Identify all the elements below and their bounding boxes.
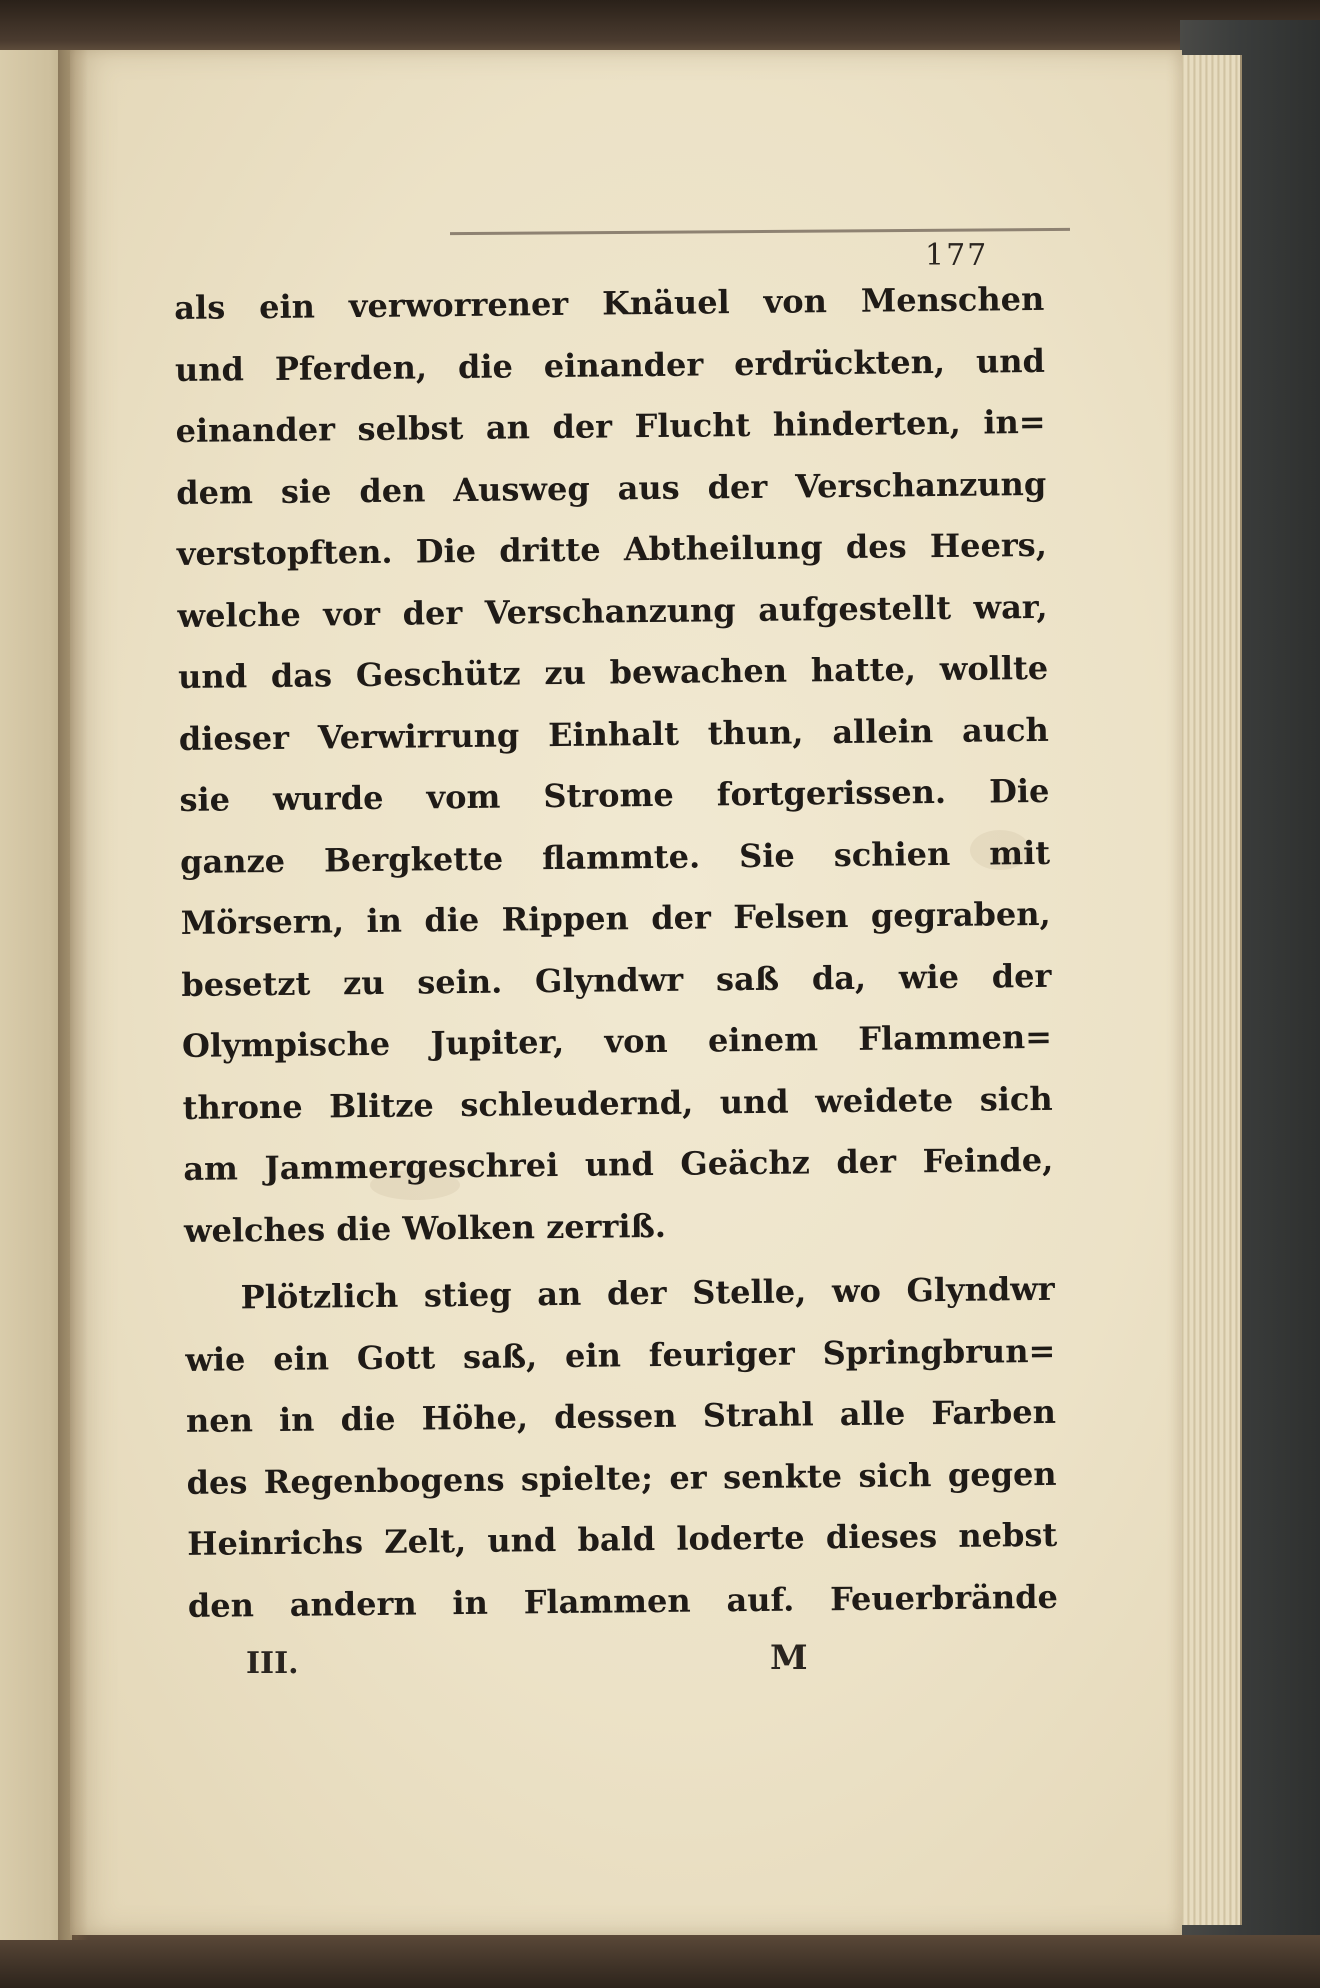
text-line: verstopften. Die dritte Abtheilung des Heers, <box>176 525 1048 573</box>
text-line: besetzt zu sein. Glyndwr saß da, wie der <box>181 956 1052 1004</box>
text-line: Plötzlich stieg an der Stelle, wo Glyndwr <box>240 1269 1055 1317</box>
text-line: dem sie den Ausweg aus der Verschanzung <box>176 464 1047 512</box>
text-line: und Pferden, die einander erdrückten, und <box>174 341 1046 389</box>
text-line: welches die Wolken zerriß. <box>183 1206 667 1250</box>
text-line: den andern in Flammen auf. Feuerbrände <box>187 1577 1059 1625</box>
book-page <box>70 50 1182 1935</box>
page-edges <box>1178 55 1242 1925</box>
text-line: welche vor der Verschanzung aufgestellt war, <box>177 587 1048 635</box>
page-number: 177 <box>925 238 989 273</box>
text-line: am Jammergeschrei und Geächz der Feinde, <box>183 1140 1054 1188</box>
text-line: des Regenbogens spielte; er senkte sich gegen <box>186 1454 1057 1502</box>
signature-mark: III. <box>246 1646 299 1681</box>
cover-bottom-edge <box>0 1935 1320 1988</box>
catch-mark: M <box>770 1638 808 1678</box>
header-rule <box>450 228 1070 235</box>
gutter-shadow <box>58 50 88 1940</box>
text-line: wie ein Gott saß, ein feuriger Springbrun= <box>185 1331 1056 1379</box>
text-line: nen in die Höhe, dessen Strahl alle Farben <box>185 1392 1057 1440</box>
text-line: und das Geschütz zu bewachen hatte, wollte <box>177 648 1049 696</box>
text-line: einander selbst an der Flucht hinderten, in= <box>175 402 1046 450</box>
text-line: ganze Bergkette flammte. Sie schien mit <box>179 833 1051 881</box>
body-text <box>174 269 1058 1637</box>
paragraph-2 <box>184 1259 1058 1637</box>
paragraph-1 <box>174 269 1054 1262</box>
text-line: Olympische Jupiter, von einem Flammen= <box>181 1017 1053 1065</box>
text-line: dieser Verwirrung Einhalt thun, allein auch <box>178 710 1049 758</box>
text-line: throne Blitze schleudernd, und weidete sich <box>182 1079 1053 1127</box>
text-line: als ein verworrener Knäuel von Menschen <box>174 279 1045 327</box>
text-line: sie wurde vom Strome fortgerissen. Die <box>179 771 1050 819</box>
text-line: Heinrichs Zelt, und bald loderte dieses nebst <box>187 1515 1058 1563</box>
text-line: Mörsern, in die Rippen der Felsen gegraben, <box>180 894 1051 942</box>
